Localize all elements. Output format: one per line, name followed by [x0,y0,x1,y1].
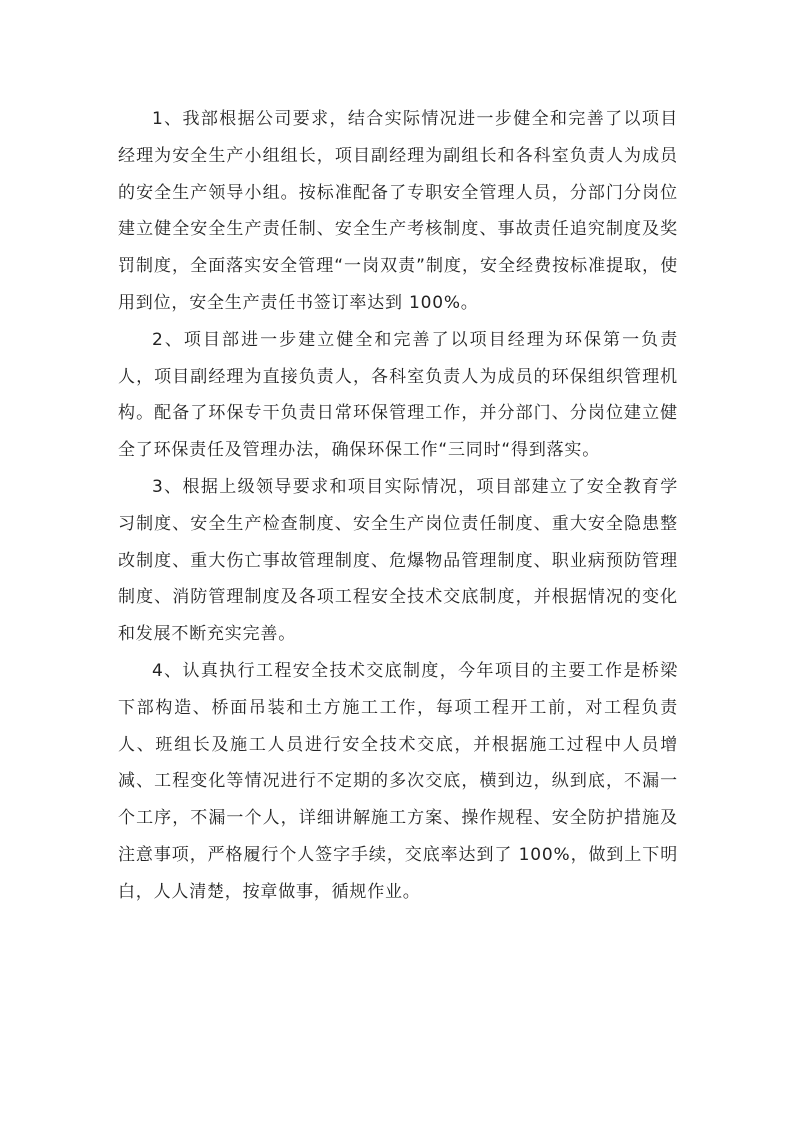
paragraph-2: 2、项目部进一步建立健全和完善了以项目经理为环保第一负责人，项目副经理为直接负责人，各科室负责人为成员的环保组织管理机构。配备了环保专干负责日常环保管理工作，并分部门、分岗位建立健全了环保责任及管理办法，确保环保工作“三同时“得到落实。 [118,329,678,461]
paragraph-4: 4、认真执行工程安全技术交底制度，今年项目的主要工作是桥梁下部构造、桥面吊装和土方施工工作，每项工程开工前，对工程负责人、班组长及施工人员进行安全技术交底，并根据施工过程中人员增减、工程变化等情况进行不定期的多次交底，横到边，纵到底，不漏一个工序，不漏一个人，详细讲解施工方案、操作规程、安全防护措施及注意事项，严格履行个人签字手续，交底率达到了 100%，做到上下明白，人人清楚，按章做事，循规作业。 [118,660,678,902]
paragraph-3: 3、根据上级领导要求和项目实际情况，项目部建立了安全教育学习制度、安全生产检查制度、安全生产岗位责任制度、重大安全隐患整改制度、重大伤亡事故管理制度、危爆物品管理制度、职业病预防管理制度、消防管理制度及各项工程安全技术交底制度，并根据情况的变化和发展不断充实完善。 [118,476,678,645]
paragraph-1: 1、我部根据公司要求，结合实际情况进一步健全和完善了以项目经理为安全生产小组组长，项目副经理为副组长和各科室负责人为成员的安全生产领导小组。按标准配备了专职安全管理人员，分部门分岗位建立健全安全生产责任制、安全生产考核制度、事故责任追究制度及奖罚制度，全面落实安全管理“一岗双责”制度，安全经费按标准提取，使用到位，安全生产责任书签订率达到 100%。 [118,109,678,313]
